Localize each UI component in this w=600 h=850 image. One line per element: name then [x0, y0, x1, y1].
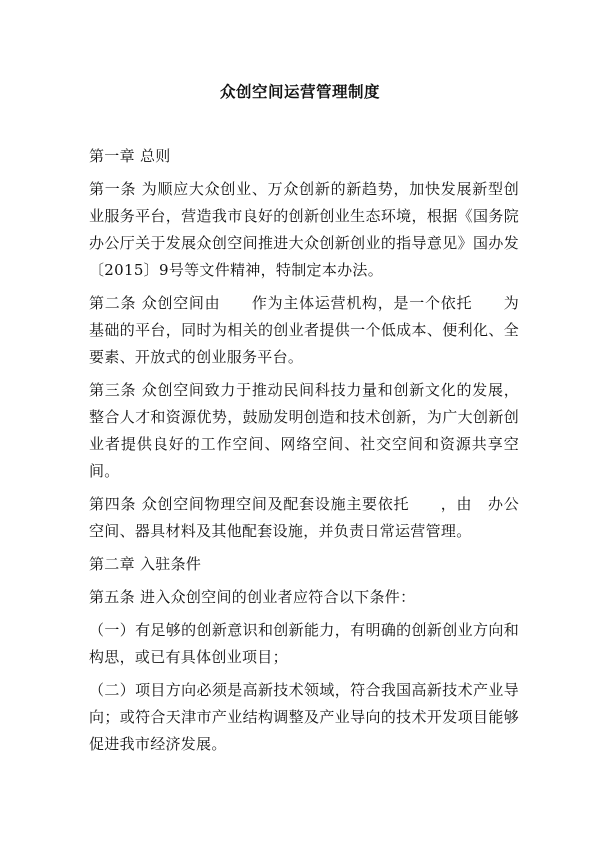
- chapter-2-heading: 第二章 入驻条件: [89, 555, 202, 573]
- condition-item-2: （二）项目方向必须是高新技术领域，符合我国高新技术产业导向；或符合天津市产业结构调整及产业导向的技术开发项目能够促进我市经济发展。: [89, 681, 519, 753]
- chapter-1-heading: 第一章 总则: [89, 147, 171, 165]
- document-body: [89, 143, 519, 764]
- article-5: 第五条 进入众创空间的创业者应符合以下条件：: [89, 588, 416, 606]
- article-4: 第四条 众创空间物理空间及配套设施主要依托 ，由 办公空间、器具材料及其他配套设施，并负责日常运营管理。: [89, 495, 519, 540]
- condition-item-1: （一）有足够的创新意识和创新能力，有明确的创新创业方向和构思，或已有具体创业项目；: [89, 621, 519, 666]
- document-title: 众创空间运营管理制度: [219, 83, 380, 101]
- article-2: 第二条 众创空间由 作为主体运营机构，是一个依托 为基础的平台，同时为相关的创业者提供一个低成本、便利化、全要素、开放式的创业服务平台。: [89, 294, 519, 366]
- article-3: 第三条 众创空间致力于推动民间科技力量和创新文化的发展，整合人才和资源优势，鼓励发明创造和技术创新，为广大创新创业者提供良好的工作空间、网络空间、社交空间和资源共享空间。: [89, 381, 519, 480]
- article-1: 第一条 为顺应大众创业、万众创新的新趋势，加快发展新型创业服务平台，营造我市良好的创新创业生态环境，根据《国务院办公厅关于发展众创空间推进大众创新创业的指导意见》国办发〔2015〕9号等文件精神，特制定本办法。: [89, 180, 519, 279]
